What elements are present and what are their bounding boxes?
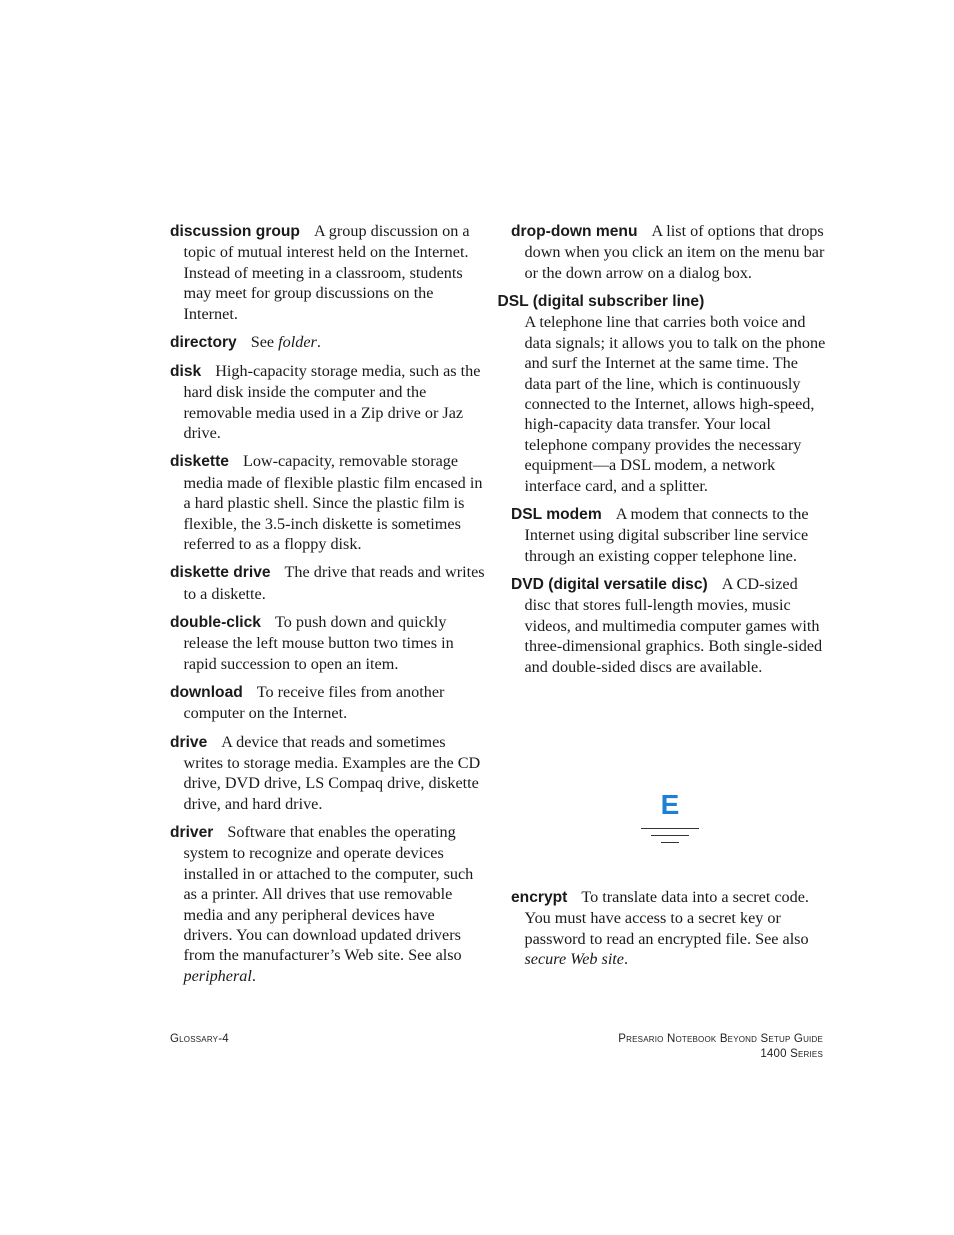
glossary-entry-diskette-drive bbox=[170, 562, 485, 604]
glossary-definition: A list of options that drops down when you click an item on the menu bar or the down arrow on a dialog box. bbox=[524, 222, 825, 282]
glossary-entry-driver bbox=[170, 822, 485, 986]
glossary-definition: A device that reads and sometimes writes to storage media. Examples are the CD drive, DVD drive, LS Compaq drive, diskette drive, and hard drive. bbox=[183, 732, 481, 813]
glossary-entry-drop-down-menu bbox=[511, 221, 826, 283]
glossary-entry-discussion-group bbox=[170, 221, 485, 324]
footer-page-number: Glossary-4 bbox=[170, 1033, 229, 1045]
glossary-entry-encrypt bbox=[511, 887, 826, 970]
glossary-definition: A group discussion on a topic of mutual interest held on the Internet. Instead of meeting in a classroom, students may meet for group discussions on the Internet. bbox=[183, 222, 470, 323]
glossary-term: encrypt bbox=[511, 889, 568, 906]
cross-reference: folder bbox=[278, 332, 317, 351]
glossary-term: diskette drive bbox=[170, 564, 271, 582]
glossary-term: DVD (digital versatile disc) bbox=[511, 575, 708, 593]
glossary-definition: A telephone line that carries both voice and data signals; it allows you to talk on the phone and surf the Internet at the same time. The data part of the line, which is continuously connected to the Internet, allows high-speed, high-capacity data transfer. Your local telephone company provides the necessary equipment—a DSL modem, a network interface card, and a splitter. bbox=[524, 313, 826, 495]
cross-reference: secure Web site bbox=[524, 950, 624, 969]
glossary-entry-disk bbox=[170, 361, 485, 444]
glossary-term: directory bbox=[170, 333, 237, 351]
glossary-column-right bbox=[497, 221, 826, 685]
glossary-column-left bbox=[170, 221, 485, 994]
glossary-definition: To translate data into a secret code. You must have access to a secret key or password to read an encrypted file. See also bbox=[524, 888, 809, 948]
section-letter: E bbox=[660, 789, 680, 820]
glossary-entry-dsl bbox=[497, 291, 826, 496]
footer-series-line: 1400 Series bbox=[760, 1048, 823, 1060]
glossary-definition: A modem that connects to the Internet using digital subscriber line service through an existing copper telephone line. bbox=[524, 504, 809, 565]
glossary-definition: The drive that reads and writes to a diskette. bbox=[183, 563, 485, 603]
section-letter-heading bbox=[641, 788, 699, 848]
see-prefix: See bbox=[250, 332, 275, 351]
glossary-definition: Software that enables the operating system to recognize and operate devices installed in or attached to the computer, such as a printer. All drives that use removable media and any peripheral devices have drivers. You can download updated drivers from the manufacturer’s Web site. See also bbox=[183, 822, 474, 965]
punctuation: . bbox=[624, 950, 629, 969]
glossary-term: DSL modem bbox=[511, 505, 602, 523]
punctuation: . bbox=[251, 966, 256, 985]
punctuation: . bbox=[316, 332, 321, 351]
glossary-term: driver bbox=[170, 823, 214, 841]
glossary-definition: A CD-sized disc that stores full-length movies, music videos, and multimedia computer games with three-dimensional graphics. Both single-sided and double-sided discs are available. bbox=[524, 574, 823, 676]
glossary-term: DSL (digital subscriber line) bbox=[497, 293, 705, 311]
glossary-entry-diskette bbox=[170, 451, 485, 554]
glossary-definition: Low-capacity, removable storage media made of flexible plastic film encased in a hard plastic shell. Since the plastic film is flexible, the 3.5-inch diskette is sometimes referred to as a floppy disk. bbox=[183, 452, 483, 554]
glossary-term: double-click bbox=[170, 613, 261, 631]
footer-title-line: Presario Notebook Beyond Setup Guide bbox=[618, 1033, 823, 1045]
glossary-term: drop-down menu bbox=[511, 223, 638, 240]
glossary-term: disk bbox=[170, 363, 202, 381]
glossary-entry-double-click bbox=[170, 612, 485, 674]
section-rule-short bbox=[661, 842, 679, 843]
glossary-entry-drive bbox=[170, 732, 485, 815]
glossary-entry-dsl-modem bbox=[511, 504, 826, 566]
glossary-section-e bbox=[511, 887, 826, 977]
cross-reference: peripheral bbox=[183, 966, 252, 985]
section-rule-medium bbox=[651, 835, 689, 836]
section-rule-long bbox=[641, 828, 699, 829]
glossary-entry-directory bbox=[170, 332, 485, 353]
glossary-entry-dvd bbox=[511, 574, 826, 677]
glossary-term: drive bbox=[170, 733, 208, 751]
glossary-term: discussion group bbox=[170, 223, 300, 240]
glossary-entry-download bbox=[170, 682, 485, 724]
glossary-definition: To receive files from another computer on the Internet. bbox=[183, 682, 445, 723]
glossary-term: diskette bbox=[170, 453, 229, 471]
glossary-definition: To push down and quickly release the left mouse button two times in rapid succession to open an item. bbox=[183, 612, 454, 673]
glossary-term: download bbox=[170, 683, 243, 701]
footer-book-title bbox=[618, 1032, 823, 1062]
glossary-definition: High-capacity storage media, such as the hard disk inside the computer and the removable media used in a Zip drive or Jaz drive. bbox=[183, 362, 481, 443]
